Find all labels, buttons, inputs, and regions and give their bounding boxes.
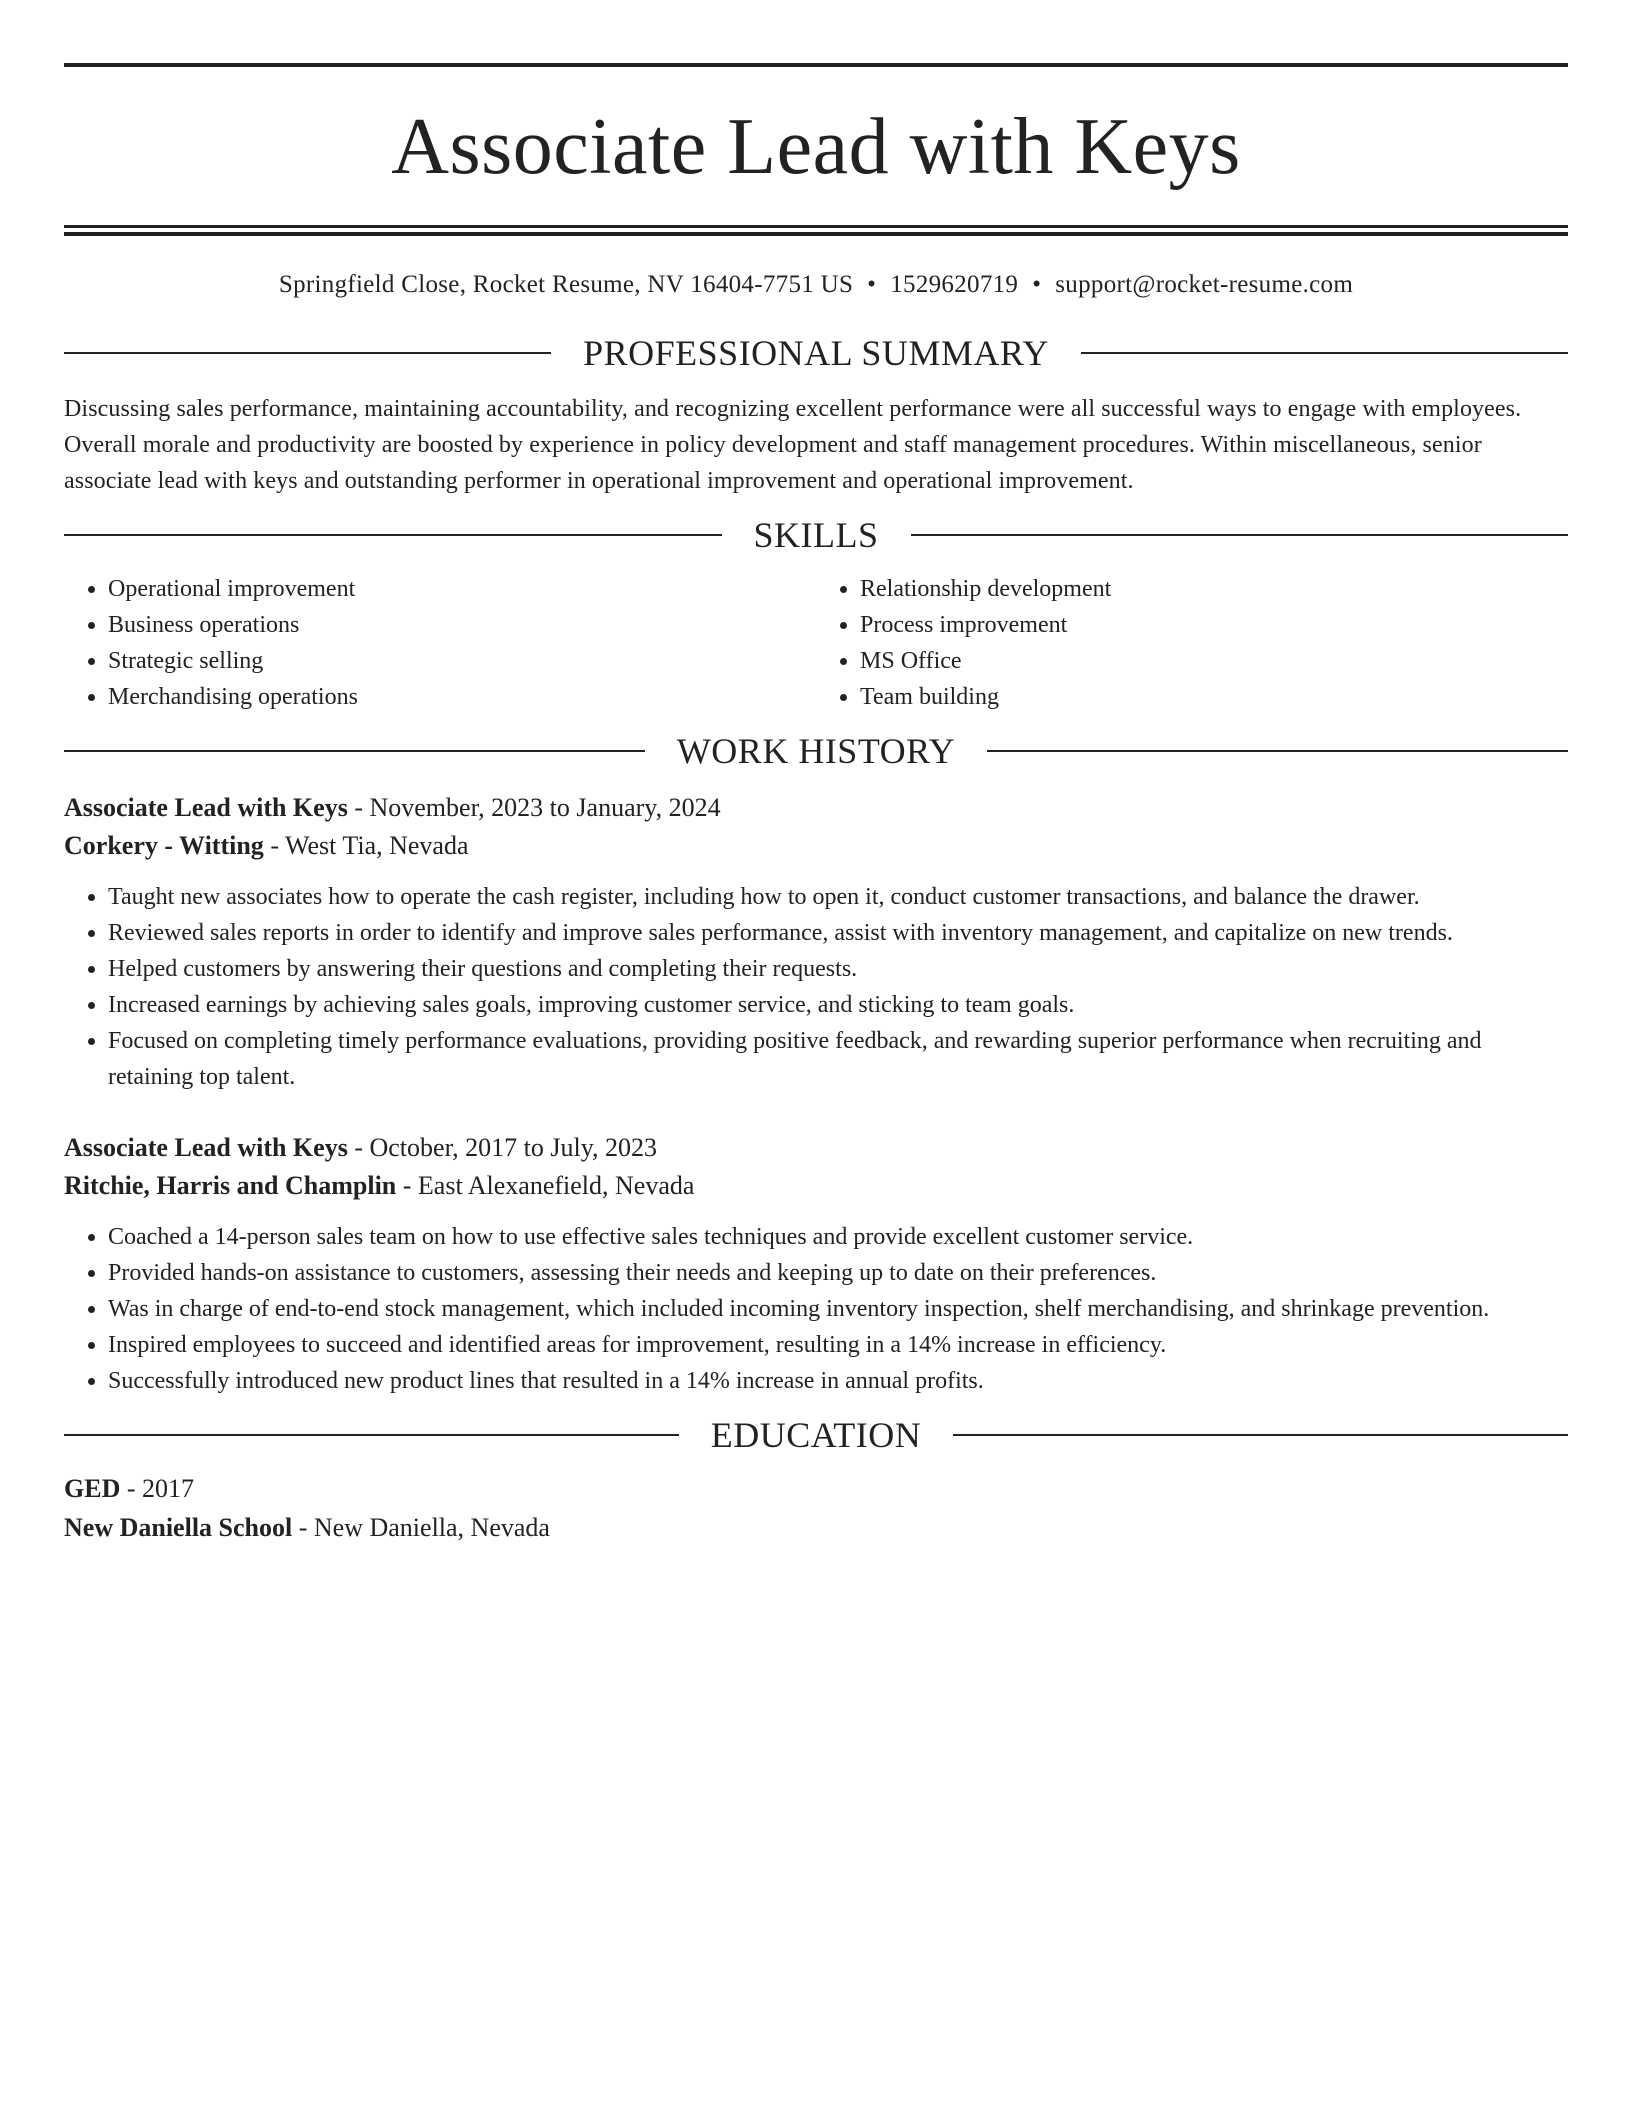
education-school: New Daniella School xyxy=(64,1513,293,1542)
contact-address: Springfield Close, Rocket Resume, NV 16404-7751 US xyxy=(278,271,854,298)
job-bullet: • Helped customers by answering their questions and completing their requests. xyxy=(108,951,1568,987)
skill-item: • Merchandising operations xyxy=(108,679,816,715)
summary-heading xyxy=(64,332,1568,374)
heading-rule-left xyxy=(64,750,645,752)
skill-item: • MS Office xyxy=(860,643,1568,679)
summary-heading-label: PROFESSIONAL SUMMARY xyxy=(583,333,1049,373)
job-bullets xyxy=(64,1219,1568,1399)
skill-item: • Business operations xyxy=(108,607,816,643)
education-year: - 2017 xyxy=(120,1474,195,1503)
heading-rule-left xyxy=(64,1434,679,1436)
job-company-line xyxy=(64,827,1568,865)
job-bullet: • Reviewed sales reports in order to identify and improve sales performance, assist with inventory management, and capitalize on new trends. xyxy=(108,915,1568,951)
job-company: Corkery - Witting xyxy=(64,831,264,860)
job-title-line xyxy=(64,789,1568,827)
job-entry xyxy=(64,1129,1568,1399)
job-bullet: • Provided hands-on assistance to customers, assessing their needs and keeping up to date on their preferences. xyxy=(108,1255,1568,1291)
job-dates: - November, 2023 to January, 2024 xyxy=(347,793,721,822)
job-bullet: • Increased earnings by achieving sales goals, improving customer service, and sticking to team goals. xyxy=(108,987,1568,1023)
job-bullet: • Was in charge of end-to-end stock management, which included incoming inventory inspection, shelf merchandising, and shrinkage prevention. xyxy=(108,1291,1568,1327)
work-heading-label: WORK HISTORY xyxy=(676,731,956,771)
skill-item: • Team building xyxy=(860,679,1568,715)
job-dates: - October, 2017 to July, 2023 xyxy=(347,1133,658,1162)
job-title: Associate Lead with Keys xyxy=(64,793,348,822)
job-location: - East Alexanefield, Nevada xyxy=(396,1171,695,1200)
heading-rule-right xyxy=(987,750,1568,752)
skills-column-left xyxy=(64,571,816,715)
contact-line xyxy=(64,270,1568,300)
skill-item: • Process improvement xyxy=(860,607,1568,643)
heading-rule-right xyxy=(911,534,1569,536)
job-entry xyxy=(64,789,1568,1095)
title-double-rule xyxy=(64,225,1568,236)
job-bullet: • Successfully introduced new product lines that resulted in a 14% increase in annual profits. xyxy=(108,1363,1568,1399)
resume-title: Associate Lead with Keys xyxy=(391,103,1241,191)
job-company: Ritchie, Harris and Champlin xyxy=(64,1171,397,1200)
skills-list xyxy=(64,571,1568,715)
heading-rule-right xyxy=(953,1434,1568,1436)
job-location: - West Tia, Nevada xyxy=(263,831,469,860)
heading-rule-left xyxy=(64,534,722,536)
skills-column-right xyxy=(816,571,1568,715)
job-company-line xyxy=(64,1167,1568,1205)
education-location: - New Daniella, Nevada xyxy=(292,1513,550,1542)
education-heading-label: EDUCATION xyxy=(710,1415,922,1455)
skills-heading-label: SKILLS xyxy=(753,515,879,555)
education-heading xyxy=(64,1414,1568,1456)
skill-item: • Relationship development xyxy=(860,571,1568,607)
heading-rule-right xyxy=(1081,352,1568,354)
education-degree: GED xyxy=(64,1474,121,1503)
work-heading xyxy=(64,730,1568,772)
job-title: Associate Lead with Keys xyxy=(64,1133,348,1162)
job-bullets xyxy=(64,879,1568,1095)
job-bullet: • Inspired employees to succeed and identified areas for improvement, resulting in a 14% increase in efficiency. xyxy=(108,1327,1568,1363)
education-degree-line xyxy=(64,1469,1568,1508)
education-school-line xyxy=(64,1508,1568,1547)
contact-email: support@rocket-resume.com xyxy=(1055,271,1354,298)
skill-item: • Operational improvement xyxy=(108,571,816,607)
job-bullet: • Coached a 14-person sales team on how to use effective sales techniques and provide excellent customer service. xyxy=(108,1219,1568,1255)
job-bullet: • Taught new associates how to operate the cash register, including how to open it, conduct customer transactions, and balance the drawer. xyxy=(108,879,1568,915)
contact-phone: 1529620719 xyxy=(890,271,1019,298)
job-bullet: • Focused on completing timely performance evaluations, providing positive feedback, and rewarding superior performance when recruiting and retaining top talent. xyxy=(108,1023,1568,1095)
contact-separator: • xyxy=(1032,271,1042,298)
skill-item: • Strategic selling xyxy=(108,643,816,679)
contact-separator: • xyxy=(867,271,877,298)
skills-heading xyxy=(64,514,1568,556)
top-rule xyxy=(64,63,1568,67)
heading-rule-left xyxy=(64,352,551,354)
education-entry xyxy=(64,1469,1568,1547)
job-title-line xyxy=(64,1129,1568,1167)
summary-text: Discussing sales performance, maintaining accountability, and recognizing excellent performance were all successful ways to engage with employees. Overall morale and productivity are boosted by experience in policy development and staff management procedures. Within miscellaneous, senior associate lead with keys and outstanding performer in operational improvement and operational improvement. xyxy=(64,396,1522,494)
